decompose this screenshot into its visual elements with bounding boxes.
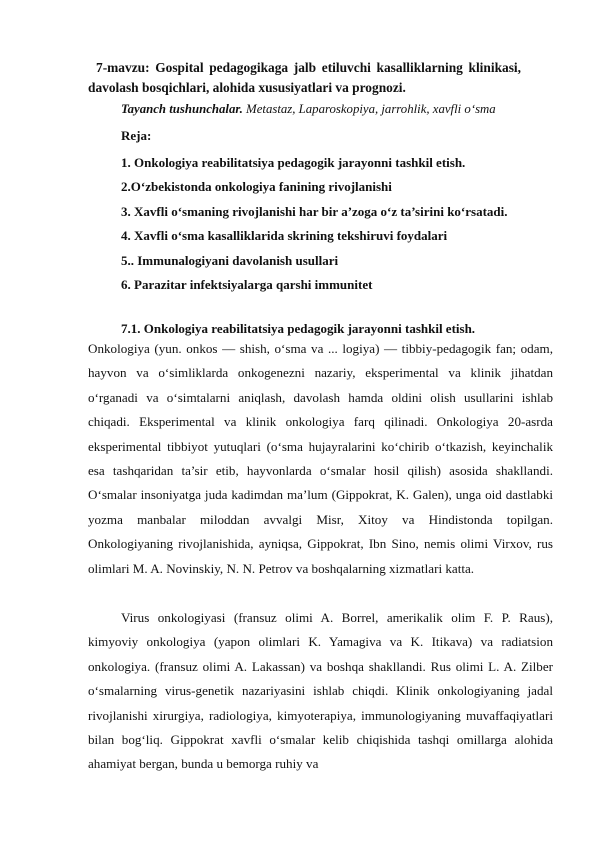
key-concepts — [121, 100, 541, 118]
paragraph-1: Onkologiya (yun. onkos — shish, o‘sma va ... logiya) — tibbiy-pedagogik fan; odam, hayvon va o‘simliklarda onkogenezni nazariy, eksperimental va klinik jihatdan o‘rganadi va o‘simtalarni aniqlash, davolash hamda oldini olish usullarini ishlab chiqadi. Eksperimental va klinik onkologiya farq qilinadi. Onkologiya 20-asrda eksperimental tibbiyot yutuqlari (o‘sma hujayralarini ko‘chirib o‘tkazish, keyinchalik esa tashqaridan ta’sir etib, hayvonlarda o‘smalar hosil qilish) asosida shakllandi. O‘smalar insoniyatga juda kadimdan ma’lum (Gippokrat, K. Galen), unga oid dastlabki yozma manbalar miloddan avvalgi Misr, Xitoy va Hindistonda topilgan. Onkologiyaning rivojlanishida, ayniqsa, Gippokrat, Ibn Sino, nemis olimi Virxov, rus olimlari M. A. Novinskiy, N. N. Petrov va boshqalarning xizmatlari katta. — [88, 341, 553, 576]
section-heading: 7.1. Onkologiya reabilitatsiya pedagogik jarayonni tashkil etish. — [121, 321, 476, 336]
plan-list — [121, 151, 508, 297]
paragraph-2: Virus onkologiyasi (fransuz olimi A. Borrel, amerikalik olim F. P. Raus), kimyoviy onkologiya (yapon olimlari K. Yamagiva va K. Itikava) va radiatsion onkologiya. (fransuz olimi A. Lakassan) va boshqa shakllandi. Rus olimi L. A. Zilber o‘smalarning virus-genetik nazariyasini ishlab chiqdi. Klinik onkologiyaning jadal rivojlanishi xirurgiya, radiologiya, kimyoterapiya, immunologiyaning muvaffaqiyatlari bilan bog‘liq. Gippokrat xavfli o‘smalar kelib chiqishida tashqi omillarga alohida ahamiyat bergan, bunda u bemorga ruhiy va — [88, 610, 553, 772]
key-concepts-text: Metastaz, Laparoskopiya, jarrohlik, xavfli o‘sma — [242, 102, 496, 116]
plan-item-3: 3. Xavfli o‘smaning rivojlanishi har bir a’zoga o‘z ta’sirini ko‘rsatadi. — [121, 203, 508, 219]
plan-item-1: 1. Onkologiya reabilitatsiya pedagogik jarayonni tashkil etish. — [121, 155, 466, 170]
plan-item-5: 5.. Immunalogiyani davolanish usullari — [121, 252, 339, 268]
plan-item-4: 4. Xavfli o‘sma kasalliklarida skrining tekshiruvi foydalari — [121, 228, 448, 244]
plan-item-2: 2.O‘zbekistonda onkologiya fanining rivojlanishi — [121, 179, 392, 195]
key-concepts-label: Tayanch tushunchalar. — [121, 102, 243, 116]
plan-item-6: 6. Parazitar infektsiyalarga qarshi immunitet — [121, 277, 373, 293]
plan-label: Reja: — [121, 128, 152, 143]
topic-title: 7-mavzu: Gospital pedagogikaga jalb etiluvchi kasalliklarning klinikasi, davolash bosqichlari, alohida xususiyatlari va prognozi. — [88, 60, 521, 95]
